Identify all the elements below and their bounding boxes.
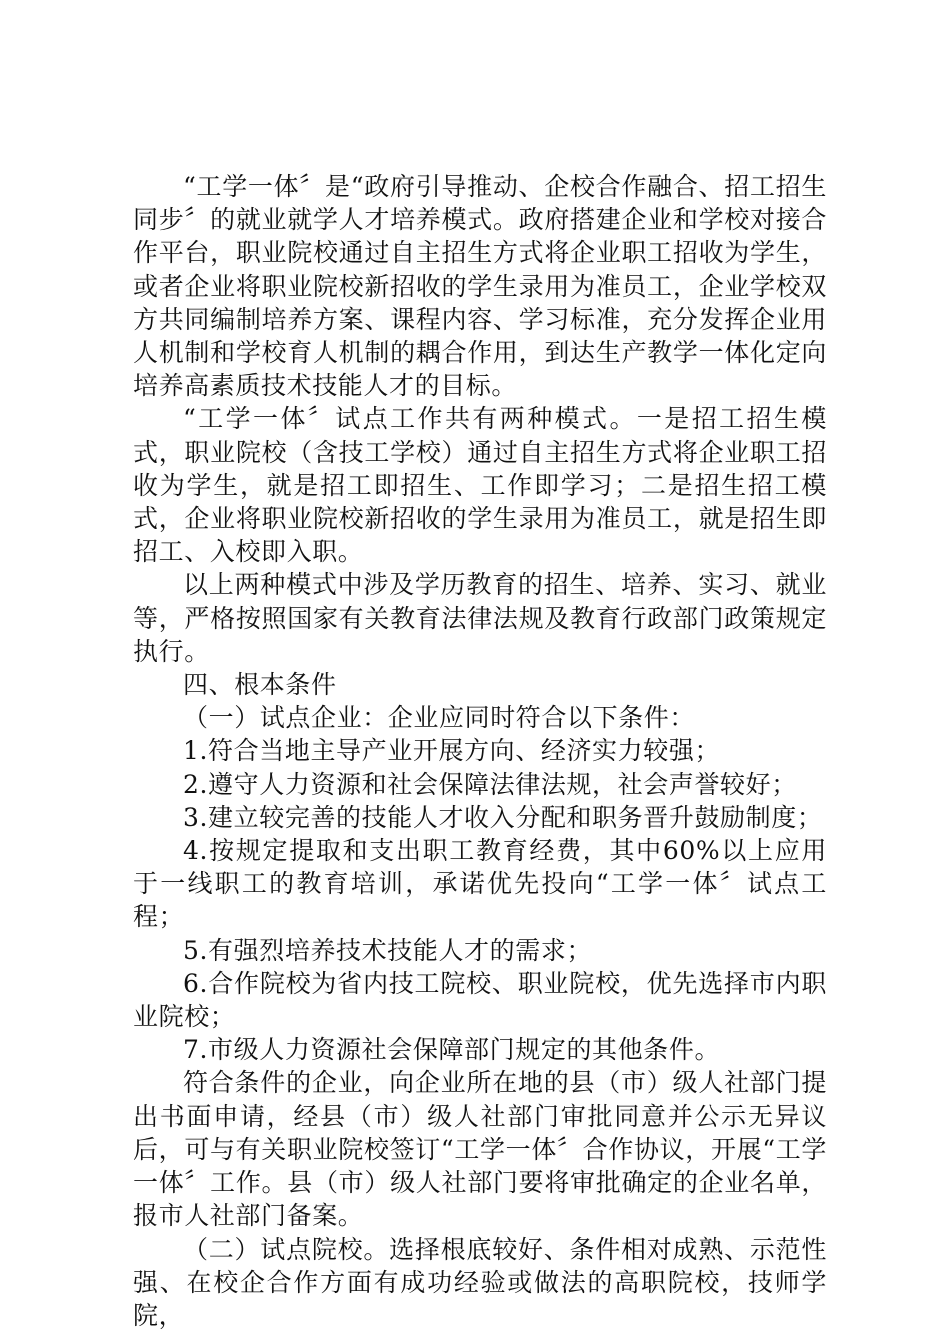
document-body <box>133 170 827 1332</box>
section-heading-basic-conditions: 四、根本条件 <box>183 670 337 700</box>
paragraph-definition: “工学一体〞是“政府引导推动、企校合作融合、招工招生同步〞的就业就学人才培养模式。政府搭建企业和学校对接合作平台，职业院校通过自主招生方式将企业职工招收为学生，或者企业将职业院校新招收的学生录用为准员工，企业学校双方共同编制培养方案、课程内容、学习标准，充分发挥企业用人机制和学校育人机制的耦合作用，到达生产教学一体化定向培养高素质技术技能人才的目标。 <box>133 172 827 401</box>
list-item-7: 7.市级人力资源社会保障部门规定的其他条件。 <box>183 1035 721 1065</box>
list-item-3: 3.建立较完善的技能人才收入分配和职务晋升鼓励制度； <box>183 802 823 832</box>
list-item-4: 4.按规定提取和支出职工教育经费，其中60%以上应用于一线职工的教育培训，承诺优先投向“工学一体〞试点工程； <box>133 836 827 932</box>
subsection-heading-pilot-college: （二）试点院校。选择根底较好、条件相对成熟、示范性强、在校企合作方面有成功经验或做法的高职院校，技师学院， <box>133 1234 827 1330</box>
paragraph-two-modes: “工学一体〞试点工作共有两种模式。一是招工招生模式，职业院校（含技工学校）通过自主招生方式将企业职工招收为学生，就是招工即招生、工作即学习；二是招生招工模式，企业将职业院校新招收的学生录用为准员工，就是招生即招工、入校即入职。 <box>133 404 827 567</box>
list-item-2: 2.遵守人力资源和社会保障法律法规，社会声誉较好； <box>183 769 797 799</box>
list-item-6: 6.合作院校为省内技工院校、职业院校，优先选择市内职业院校； <box>133 968 827 1032</box>
paragraph-education-rules: 以上两种模式中涉及学历教育的招生、培养、实习、就业等，严格按照国家有关教育法律法规及教育行政部门政策规定执行。 <box>133 570 827 666</box>
paragraph-application-process: 符合条件的企业，向企业所在地的县（市）级人社部门提出书面申请，经县（市）级人社部门审批同意并公示无异议后，可与有关职业院校签订“工学一体〞合作协议，开展“工学一体〞工作。县（市）级人社部门要将审批确定的企业名单，报市人社部门备案。 <box>133 1068 827 1231</box>
list-item-5: 5.有强烈培养技术技能人才的需求； <box>183 935 593 965</box>
subsection-heading-pilot-enterprise: （一）试点企业：企业应同时符合以下条件： <box>183 703 696 733</box>
list-item-1: 1.符合当地主导产业开展方向、经济实力较强； <box>183 736 721 766</box>
